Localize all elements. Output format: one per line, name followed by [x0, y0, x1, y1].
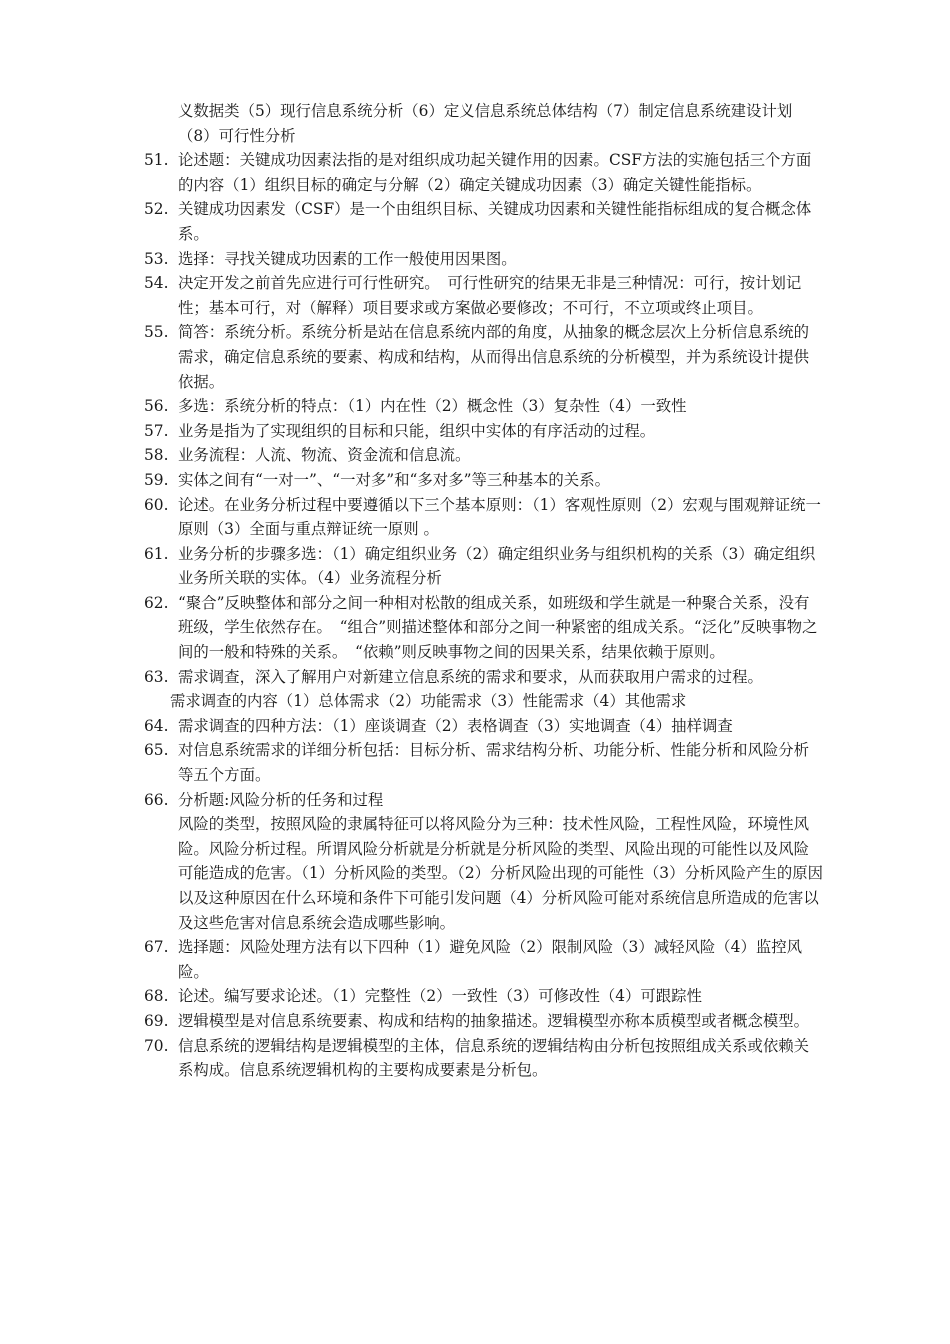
item-text: 业务是指为了实现组织的目标和只能，组织中实体的有序活动的过程。 [178, 421, 656, 440]
list-item [144, 738, 824, 787]
item-number: 58. [144, 446, 169, 465]
item-text: 简答：系统分析。系统分析是站在信息系统内部的角度，从抽象的概念层次上分析信息系统的需求，确定信息系统的要素、构成和结构，从而得出信息系统的分析模型，并为系统设计提供依据。 [178, 323, 810, 391]
list-item [144, 493, 824, 542]
numbered-list [144, 148, 824, 1083]
list-item [144, 714, 824, 739]
item-number: 64. [144, 716, 169, 735]
item-text: 选择：寻找关键成功因素的工作一般使用因果图。 [178, 249, 517, 268]
item-text: 实体之间有“一对一”、“一对多”和“多对多”等三种基本的关系。 [178, 470, 610, 489]
item-number: 57. [144, 421, 169, 440]
item-text: 决定开发之前首先应进行可行性研究。 可行性研究的结果无非是三种情况：可行，按计划记性；基本可行，对（解释）项目要求或方案做必要修改；不可行，不立项或终止项目。 [178, 274, 802, 317]
item-number: 54. [144, 274, 169, 293]
item-number: 69. [144, 1011, 169, 1030]
item-text: 多选：系统分析的特点：（1）内在性（2）概念性（3）复杂性（4）一致性 [178, 397, 687, 416]
item-number: 63. [144, 667, 169, 686]
list-item [144, 247, 824, 272]
list-item [144, 320, 824, 394]
list-item [144, 443, 824, 468]
item-number: 52. [144, 200, 169, 219]
item-text: 需求调查，深入了解用户对新建立信息系统的需求和要求，从而获取用户需求的过程。 [178, 667, 763, 686]
list-item [144, 1009, 824, 1034]
list-item [144, 935, 824, 984]
item-extra-text: 需求调查的内容（1）总体需求（2）功能需求（3）性能需求（4）其他需求 [170, 692, 687, 711]
continuation-text: 义数据类（5）现行信息系统分析（6）定义信息系统总体结构（7）制定信息系统建设计划（8）可行性分析 [178, 102, 793, 145]
item-text: 需求调查的四种方法：（1）座谈调查（2）表格调查（3）实地调查（4）抽样调查 [178, 716, 733, 735]
item-text: 论述题：关键成功因素法指的是对组织成功起关键作用的因素。CSF方法的实施包括三个方面的内容（1）组织目标的确定与分解（2）确定关键成功因素（3）确定关键性能指标。 [178, 151, 812, 194]
list-item [144, 984, 824, 1009]
list-item [144, 468, 824, 493]
item-number: 61. [144, 544, 169, 563]
list-item [144, 148, 824, 197]
item-number: 59. [144, 470, 169, 489]
list-item [144, 419, 824, 444]
item-number: 65. [144, 741, 169, 760]
item-number: 68. [144, 987, 169, 1006]
list-item [144, 665, 824, 714]
item-text: 信息系统的逻辑结构是逻辑模型的主体，信息系统的逻辑结构由分析包按照组成关系或依赖关系构成。信息系统逻辑机构的主要构成要素是分析包。 [178, 1036, 810, 1080]
item-text: 论述。编写要求论述。（1）完整性（2）一致性（3）可修改性（4）可跟踪性 [178, 987, 702, 1006]
item-extra-text: 风险的类型，按照风险的隶属特征可以将风险分为三种：技术性风险，工程性风险，环境性风险。风险分析过程。所谓风险分析就是分析就是分析风险的类型、风险出现的可能性以及风险可能造成的危害。（1）分析风险的类型。（2）分析风险出现的可能性（3）分析风险产生的原因以及这种原因在什么环境和条件下可能引发问题（4）分析风险可能对系统信息所造成的危害以及这些危害对信息系统会造成哪些影响。 [178, 815, 823, 932]
item-text: 逻辑模型是对信息系统要素、构成和结构的抽象描述。逻辑模型亦称本质模型或者概念模型。 [178, 1011, 810, 1030]
item-number: 70. [144, 1036, 169, 1055]
item-number: 67. [144, 938, 169, 957]
list-item [144, 591, 824, 665]
item-text: 选择题：风险处理方法有以下四种（1）避免风险（2）限制风险（3）减轻风险（4）监控风险。 [178, 938, 803, 981]
item-number: 55. [144, 323, 169, 342]
list-item [144, 271, 824, 320]
item-number: 51. [144, 151, 169, 170]
list-item [144, 542, 824, 591]
item-number: 60. [144, 495, 169, 514]
item-text: 论述。在业务分析过程中要遵循以下三个基本原则：（1）客观性原则（2）宏观与围观辩证统一原则（3）全面与重点辩证统一原则 。 [178, 495, 821, 539]
item-text: 对信息系统需求的详细分析包括：目标分析、需求结构分析、功能分析、性能分析和风险分析等五个方面。 [178, 741, 810, 785]
item-text: 分析题:风险分析的任务和过程 [178, 790, 384, 809]
list-item [144, 1034, 824, 1083]
item-number: 53. [144, 249, 169, 268]
item-text: 业务分析的步骤多选：（1）确定组织业务（2）确定组织业务与组织机构的关系（3）确定组织业务所关联的实体。（4）业务流程分析 [178, 544, 816, 588]
document-body [144, 99, 824, 1083]
item-text: 关键成功因素发（CSF）是一个由组织目标、关键成功因素和关键性能指标组成的复合概念体系。 [178, 200, 812, 243]
list-item [144, 394, 824, 419]
item-number: 56. [144, 397, 169, 416]
list-item [144, 197, 824, 246]
item-number: 66. [144, 790, 169, 809]
item-text: 业务流程：人流、物流、资金流和信息流。 [178, 446, 471, 465]
item-text: “聚合”反映整体和部分之间一种相对松散的组成关系，如班级和学生就是一种聚合关系，没有班级，学生依然存在。 “组合”则描述整体和部分之间一种紧密的组成关系。“泛化”反映事物之间的一般和特殊的关系。 “依赖”则反映事物之间的因果关系，结果依赖于原则。 [178, 593, 818, 662]
list-item [144, 788, 824, 936]
item-number: 62. [144, 593, 169, 612]
